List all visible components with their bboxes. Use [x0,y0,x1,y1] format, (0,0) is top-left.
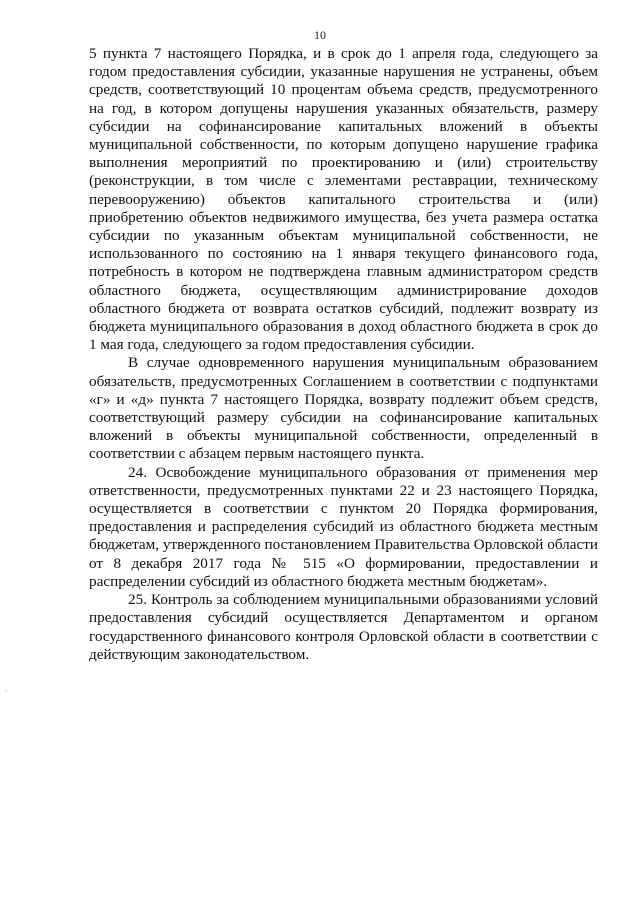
page-number: 10 [314,28,326,42]
paragraph-simultaneous-violation: В случае одновременного нарушения муниципальным образованием обязательств, предусмотренных Соглашением в соответствии с подпунктами «г» и «д» пункта 7 настоящего Порядка, возврату подлежит объем средств, соответствующий размеру субсидии на софинансирование капитальных вложений в объекты муниципальной собственности, определенный в соответствии с абзацем первым настоящего пункта. [89,354,598,463]
document-body [89,45,598,664]
scan-speck [5,690,7,692]
paragraph-item-24: 24. Освобождение муниципального образования от применения мер ответственности, предусмотренных пунктами 22 и 23 настоящего Порядка, осуществляется в соответствии с пунктом 20 Порядка формирования, предоставления и распределения субсидий из областного бюджета местным бюджетам, утвержденного постановлением Правительства Орловской области от 8 декабря 2017 года № 515 «О формировании, предоставлении и распределении субсидий из областного бюджета местным бюджетам». [89,463,598,590]
paragraph-continuation: 5 пункта 7 настоящего Порядка, и в срок до 1 апреля года, следующего за годом предоставления субсидии, указанные нарушения не устранены, объем средств, соответствующий 10 процентам объема средств, предусмотренного на год, в котором допущены нарушения указанных обязательств, размеру субсидии на софинансирование капитальных вложений в объекты муниципальной собственности, по которым допущено нарушение графика выполнения мероприятий по проектированию и (или) строительству (реконструкции, в том числе с элементами реставрации, техническому перевооружению) объектов капитального строительства и (или) приобретению объектов недвижимого имущества, без учета размера остатка субсидии по указанным объектам муниципальной собственности, не использованного по состоянию на 1 января текущего финансового года, потребность в котором не подтверждена главным администратором средств областного бюджета, осуществляющим администрирование доходов областного бюджета от возврата остатков субсидий, подлежит возврату из бюджета муниципального образования в доход областного бюджета в срок до 1 мая года, следующего за годом предоставления субсидии. [89,45,598,354]
paragraph-item-25: 25. Контроль за соблюдением муниципальными образованиями условий предоставления субсидий осуществляется Департаментом и органом государственного финансового контроля Орловской области в соответствии с действующим законодательством. [89,591,598,663]
